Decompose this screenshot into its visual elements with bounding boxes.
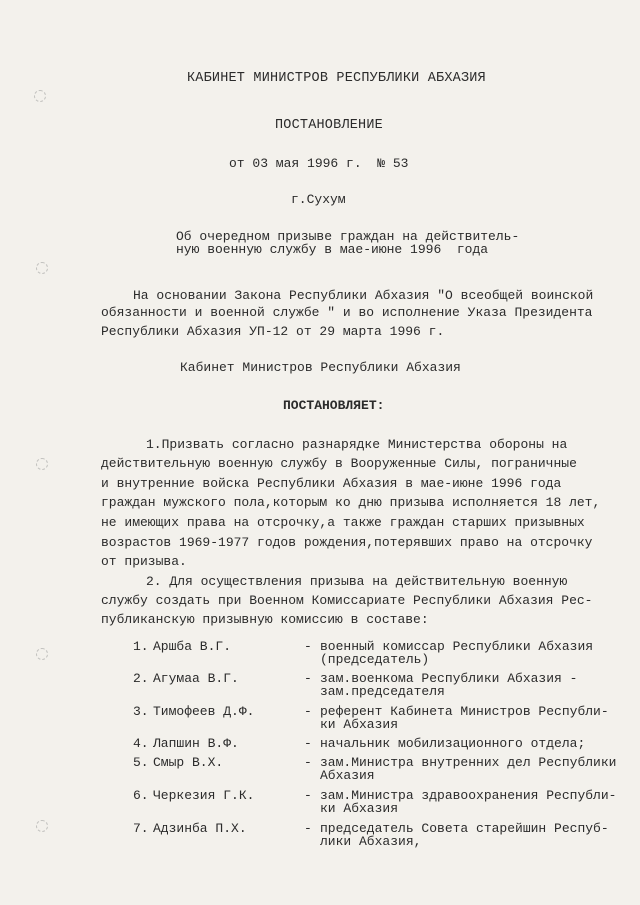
member-role-cont: ки Абхазия [320, 717, 399, 732]
member-dash: - [304, 639, 312, 654]
member-name: Черкезия Г.К. [153, 788, 255, 803]
member-role-cont: Абхазия [320, 768, 375, 783]
member-role: зам.Министра здравоохранения Республи- [320, 788, 617, 803]
member-name: Тимофеев Д.Ф. [153, 704, 255, 719]
preamble-line-3: Республики Абхазия УП-12 от 29 марта 1996 г. [101, 324, 445, 339]
member-number: 7. [133, 821, 149, 836]
member-role: зам.Министра внутренних дел Республики [320, 755, 617, 770]
member-role-cont: зам.председателя [320, 684, 445, 699]
resolves-heading: ПОСТАНОВЛЯЕТ: [283, 398, 385, 413]
item1-line: не имеющих права на отсрочку,а также граждан старших призывных [101, 515, 585, 530]
member-role: референт Кабинета Министров Республи- [320, 704, 609, 719]
document-type: ПОСТАНОВЛЕНИЕ [275, 118, 383, 133]
member-role: начальник мобилизационного отдела; [320, 736, 586, 751]
member-role-cont: лики Абхазия, [320, 834, 422, 849]
member-number: 3. [133, 704, 149, 719]
member-role: председатель Совета старейшин Респуб- [320, 821, 609, 836]
cabinet-line: Кабинет Министров Республики Абхазия [180, 360, 461, 375]
binder-hole-mark [36, 458, 48, 470]
member-dash: - [304, 755, 312, 770]
member-number: 2. [133, 671, 149, 686]
item1-line: от призыва. [101, 554, 187, 569]
subject-line-1: Об очередном призыве граждан на действитель- [176, 229, 520, 244]
binder-hole-mark [34, 90, 46, 102]
city: г.Сухум [291, 192, 346, 207]
member-number: 5. [133, 755, 149, 770]
preamble-line-1: На основании Закона Республики Абхазия "О всеобщей воинской [133, 288, 594, 303]
subject-line-2: ную военную службу в мае-июне 1996 года [176, 242, 489, 257]
binder-hole-mark [36, 262, 48, 274]
member-role: зам.военкома Республики Абхазия - [320, 671, 578, 686]
item2-line: службу создать при Военном Комиссариате Республики Абхазия Рес- [101, 593, 593, 608]
member-role-cont: (председатель) [320, 652, 430, 667]
member-name: Агумаа В.Г. [153, 671, 239, 686]
org-title: КАБИНЕТ МИНИСТРОВ РЕСПУБЛИКИ АБХАЗИЯ [187, 71, 486, 86]
item2-line: 2. Для осуществления призыва на действительную военную [146, 574, 568, 589]
preamble-line-2: обязанности и военной службе " и во исполнение Указа Президента [101, 305, 593, 320]
member-dash: - [304, 736, 312, 751]
item1-line: 1.Призвать согласно разнарядке Министерства обороны на [146, 437, 568, 452]
member-number: 6. [133, 788, 149, 803]
member-number: 1. [133, 639, 149, 654]
binder-hole-mark [36, 820, 48, 832]
member-role: военный комиссар Республики Абхазия [320, 639, 594, 654]
item1-line: возрастов 1969-1977 годов рождения,потерявших право на отсрочку [101, 535, 593, 550]
member-name: Лапшин В.Ф. [153, 736, 239, 751]
member-name: Адзинба П.Х. [153, 821, 247, 836]
item1-line: действительную военную службу в Вооруженные Силы, пограничные [101, 456, 577, 471]
member-dash: - [304, 671, 312, 686]
item1-line: граждан мужского пола,которым ко дню призыва исполняется 18 лет, [101, 495, 601, 510]
date-number: от 03 мая 1996 г. № 53 [229, 156, 409, 171]
binder-hole-mark [36, 648, 48, 660]
member-dash: - [304, 821, 312, 836]
member-name: Смыр В.Х. [153, 755, 224, 770]
item1-line: и внутренние войска Республики Абхазия в мае-июне 1996 года [101, 476, 562, 491]
member-number: 4. [133, 736, 149, 751]
member-dash: - [304, 788, 312, 803]
member-dash: - [304, 704, 312, 719]
item2-line: публиканскую призывную комиссию в составе: [101, 612, 429, 627]
member-name: Аршба В.Г. [153, 639, 232, 654]
member-role-cont: ки Абхазия [320, 801, 399, 816]
